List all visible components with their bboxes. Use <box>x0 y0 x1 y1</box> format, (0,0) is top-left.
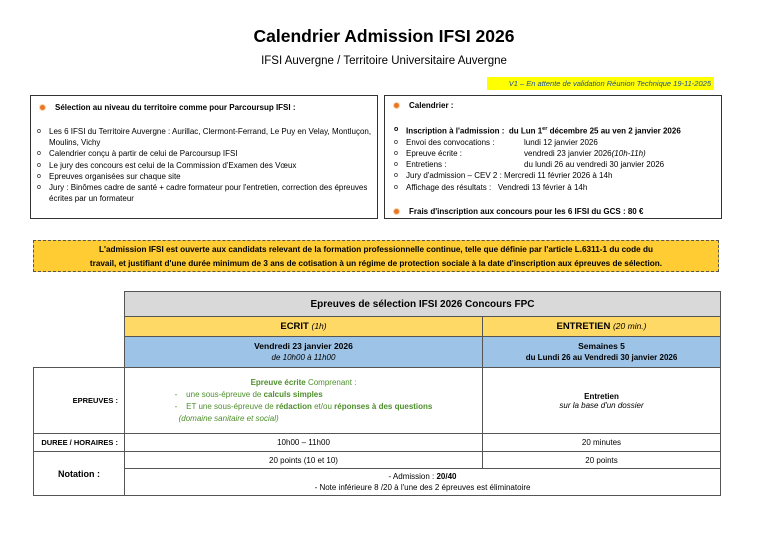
version-note: V1 – En attente de validation Réunion Technique 19-11-2025 <box>487 77 714 90</box>
duree-label: DUREE / HORAIRES : <box>34 434 125 452</box>
calendar-item-epreuve-ecrite: o Epreuve écrite : vendredi 23 janvier 2026 (10h-11h) <box>397 148 719 159</box>
entretien-header: ENTRETIEN (20 min.) <box>483 317 721 337</box>
list-item: o Jury : Binômes cadre de santé + cadre formateur pour l'entretien, correction des épreuves écrites par un formateur <box>40 182 372 204</box>
list-item: o Les 6 IFSI du Territoire Auvergne : Aurillac, Clermont-Ferrand, Le Puy en Velay, Montluçon, Moulins, Vichy <box>40 126 372 148</box>
calendar-box <box>384 95 722 219</box>
admission-notice: L'admission IFSI est ouverte aux candidats relevant de la formation professionnelle continue, telle que définie par l'article L.6311-1 du code du travail, et justifiant d'une durée minimum de 3 ans de cotisation à un régime de protection sociale à la date d'inscription aux épreuves de sélection. <box>33 240 719 272</box>
notation-ecrit: 20 points (10 et 10) <box>125 452 483 469</box>
ecrit-description: Epreuve écrite Comprenant : - une sous-épreuve de calculs simples - ET une sous-épreuve de rédaction et/ou réponses à des questions (domaine sanitaire et social) <box>125 368 483 434</box>
notation-rules: - Admission : 20/40 - Note inférieure 8 /20 à l'une des 2 épreuves est éliminatoire <box>125 469 721 496</box>
bullet-marker-icon <box>39 104 46 111</box>
epreuves-table <box>33 291 721 496</box>
epreuves-label: EPREUVES : <box>34 368 125 434</box>
calendar-heading: Calendrier : <box>393 100 453 111</box>
selection-heading: Sélection au niveau du territoire comme pour Parcoursup IFSI : <box>39 102 296 113</box>
calendar-item-entretiens: o Entretiens : du lundi 26 au vendredi 30 janvier 2026 <box>397 159 719 170</box>
bullet-marker-icon <box>393 102 400 109</box>
calendar-item-inscription: o Inscription à l'admission : du Lun 1er décembre 25 au ven 2 janvier 2026 <box>397 124 719 137</box>
duree-entretien: 20 minutes <box>483 434 721 452</box>
list-item: o Le jury des concours est celui de la Commission d'Examen des Vœux <box>40 160 372 171</box>
selection-info-box <box>30 95 378 219</box>
ecrit-header: ECRIT (1h) <box>125 317 483 337</box>
duree-ecrit: 10h00 – 11h00 <box>125 434 483 452</box>
calendar-item-jury: o Jury d'admission – CEV 2 : Mercredi 11 février 2026 à 14h <box>397 170 719 181</box>
frais-inscription: Frais d'inscription aux concours pour les 6 IFSI du GCS : 80 € <box>393 206 643 217</box>
ecrit-date-cell: Vendredi 23 janvier 2026 de 10h00 à 11h00 <box>125 337 483 368</box>
bullet-marker-icon <box>393 208 400 215</box>
selection-list <box>40 126 372 204</box>
calendar-item-resultats: o Affichage des résultats : Vendredi 13 février à 14h <box>397 182 719 193</box>
entretien-description: Entretien sur la base d'un dossier <box>483 368 721 434</box>
list-item: o Calendrier conçu à partir de celui de Parcoursup IFSI <box>40 148 372 159</box>
list-item: o Epreuves organisées sur chaque site <box>40 171 372 182</box>
table-header: Epreuves de sélection IFSI 2026 Concours FPC <box>125 292 721 317</box>
entretien-date-cell: Semaines 5 du Lundi 26 au Vendredi 30 janvier 2026 <box>483 337 721 368</box>
notation-label: Notation : <box>34 452 125 496</box>
page-subtitle: IFSI Auvergne / Territoire Universitaire Auvergne <box>261 55 507 67</box>
notation-entretien: 20 points <box>483 452 721 469</box>
calendar-item-convocations: o Envoi des convocations : lundi 12 janvier 2026 <box>397 137 719 148</box>
calendar-list <box>397 124 719 193</box>
page-title: Calendrier Admission IFSI 2026 <box>253 26 515 46</box>
